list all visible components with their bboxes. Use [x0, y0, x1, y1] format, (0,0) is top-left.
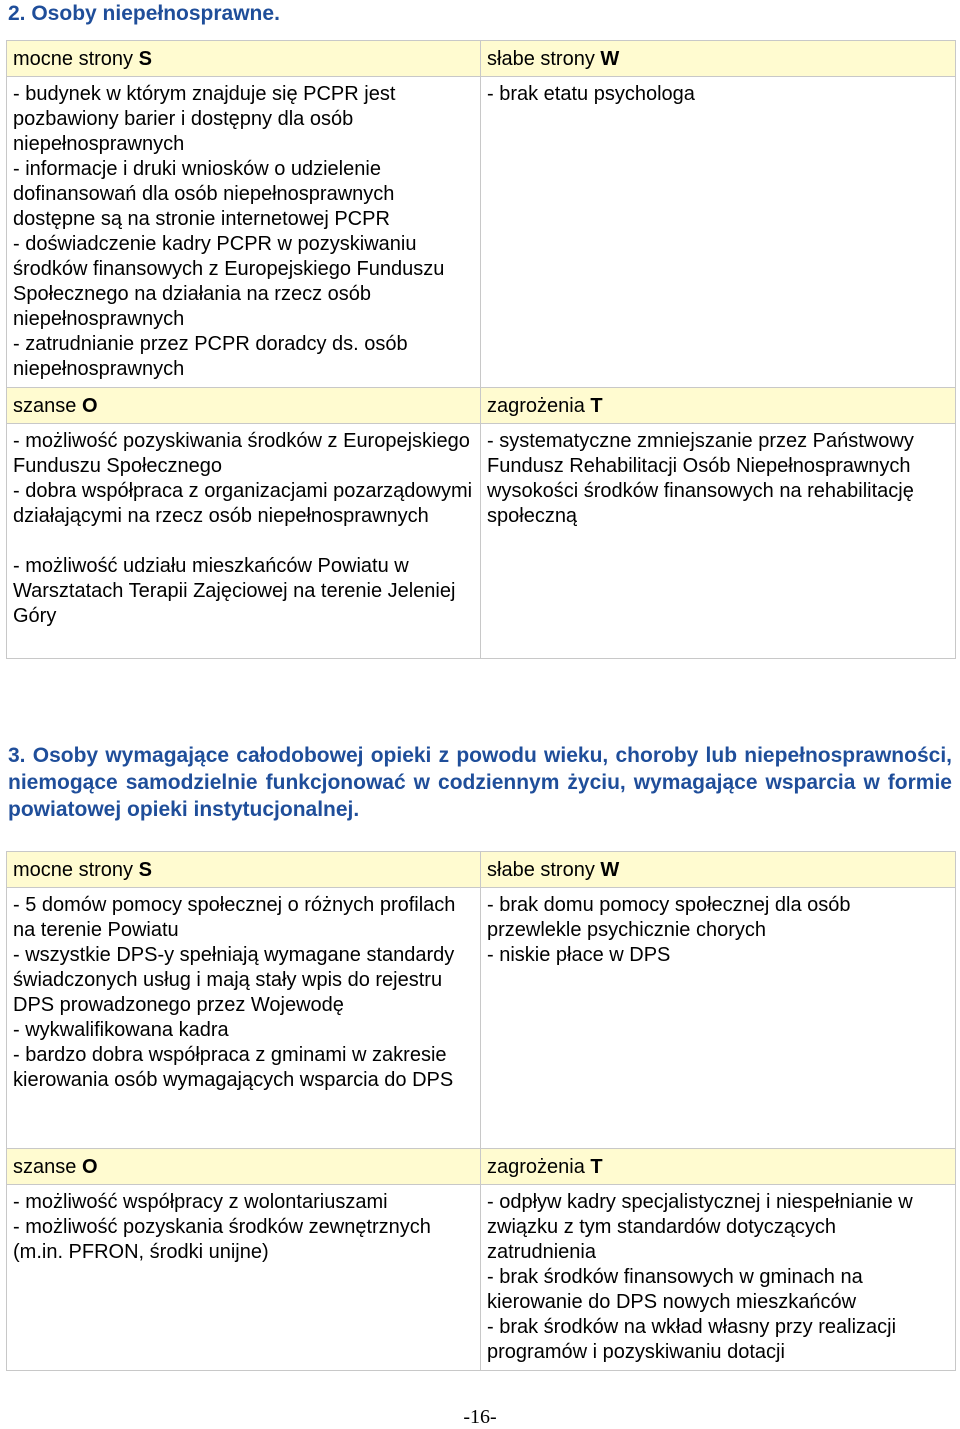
threats-label: zagrożenia [487, 1156, 585, 1178]
threats-header [481, 388, 956, 424]
weaknesses-text: - brak domu pomocy społecznej dla osób przewlekle psychicznie chorych - niskie płace w DPS [487, 894, 851, 966]
threats-text: - odpływ kadry specjalistycznej i niespełnianie w związku z tym standardów dotyczących zatrudnienia - brak środków finansowych w gminach na kierowanie do DPS nowych mieszkańców - brak środków na wkład własny przy realizacji programów i pozyskiwaniu dotacji [487, 1191, 913, 1363]
opportunities-letter: O [81, 1156, 98, 1178]
strengths-content [7, 77, 481, 388]
strengths-letter: S [138, 859, 152, 881]
threats-letter: T [590, 395, 603, 417]
opportunities-text-2: - możliwość udziału mieszkańców Powiatu w Warsztatach Terapii Zajęciowej na terenie Jeleniej Góry [13, 555, 456, 627]
strengths-content [7, 888, 481, 1149]
weaknesses-letter: W [600, 859, 620, 881]
opportunities-text: - możliwość współpracy z wolontariuszami - możliwość pozyskania środków zewnętrznych (m.in. PFRON, środki unijne) [13, 1191, 431, 1263]
weaknesses-label: słabe strony [487, 48, 595, 70]
section-2-heading: 2. Osoby niepełnosprawne. [8, 2, 280, 25]
opportunities-label: szanse [13, 1156, 77, 1178]
strengths-label: mocne strony [13, 48, 134, 70]
weaknesses-content [481, 77, 956, 388]
threats-label: zagrożenia [487, 395, 585, 417]
strengths-text: - budynek w którym znajduje się PCPR jest pozbawiony barier i dostępny dla osób niepełnosprawnych - informacje i druki wniosków o udzielenie dofinansowań dla osób niepełnosprawnych dostępne są na stronie internetowej PCPR - doświadczenie kadry PCPR w pozyskiwaniu środków finansowych z Europejskiego Funduszu Społecznego na działania na rzecz osób niepełnosprawnych - zatrudnianie przez PCPR doradcy ds. osób niepełnosprawnych [13, 83, 445, 380]
threats-letter: T [590, 1156, 603, 1178]
opportunities-header [7, 388, 481, 424]
strengths-header [7, 41, 481, 77]
strengths-letter: S [138, 48, 152, 70]
weaknesses-header [481, 852, 956, 888]
weaknesses-letter: W [600, 48, 620, 70]
opportunities-header [7, 1149, 481, 1185]
weaknesses-content [481, 888, 956, 1149]
section-3-heading: 3. Osoby wymagające całodobowej opieki z powodu wieku, choroby lub niepełnosprawności, niemogące samodzielnie funkcjonować w codziennym życiu, wymagające wsparcia w formie powiatowej opieki instytucjonalnej. [8, 744, 952, 821]
opportunities-content [7, 1185, 481, 1371]
swot-table-disabled-persons [6, 40, 956, 659]
opportunities-text-1: - możliwość pozyskiwania środków z Europejskiego Funduszu Społecznego - dobra współpraca z organizacjami pozarządowymi działającymi na rzecz osób niepełnosprawnych [13, 430, 473, 527]
threats-header [481, 1149, 956, 1185]
opportunities-letter: O [81, 395, 98, 417]
strengths-text: - 5 domów pomocy społecznej o różnych profilach na terenie Powiatu - wszystkie DPS-y spełniają wymagane standardy świadczonych usług i mają stały wpis do rejestru DPS prowadzonego przez Wojewodę - wykwalifikowana kadra - bardzo dobra współpraca z gminami w zakresie kierowania osób wymagających wsparcia do DPS [13, 894, 456, 1091]
weaknesses-label: słabe strony [487, 859, 595, 881]
threats-text: - systematyczne zmniejszanie przez Państwowy Fundusz Rehabilitacji Osób Niepełnosprawnych wysokości środków finansowych na rehabilitację społeczną [487, 430, 914, 527]
opportunities-label: szanse [13, 395, 77, 417]
weaknesses-header [481, 41, 956, 77]
swot-table-institutional-care [6, 851, 956, 1371]
page-number: -16- [463, 1406, 497, 1428]
threats-content [481, 1185, 956, 1371]
opportunities-content [7, 424, 481, 659]
strengths-header [7, 852, 481, 888]
threats-content [481, 424, 956, 659]
weaknesses-text: - brak etatu psychologa [487, 83, 695, 105]
strengths-label: mocne strony [13, 859, 134, 881]
